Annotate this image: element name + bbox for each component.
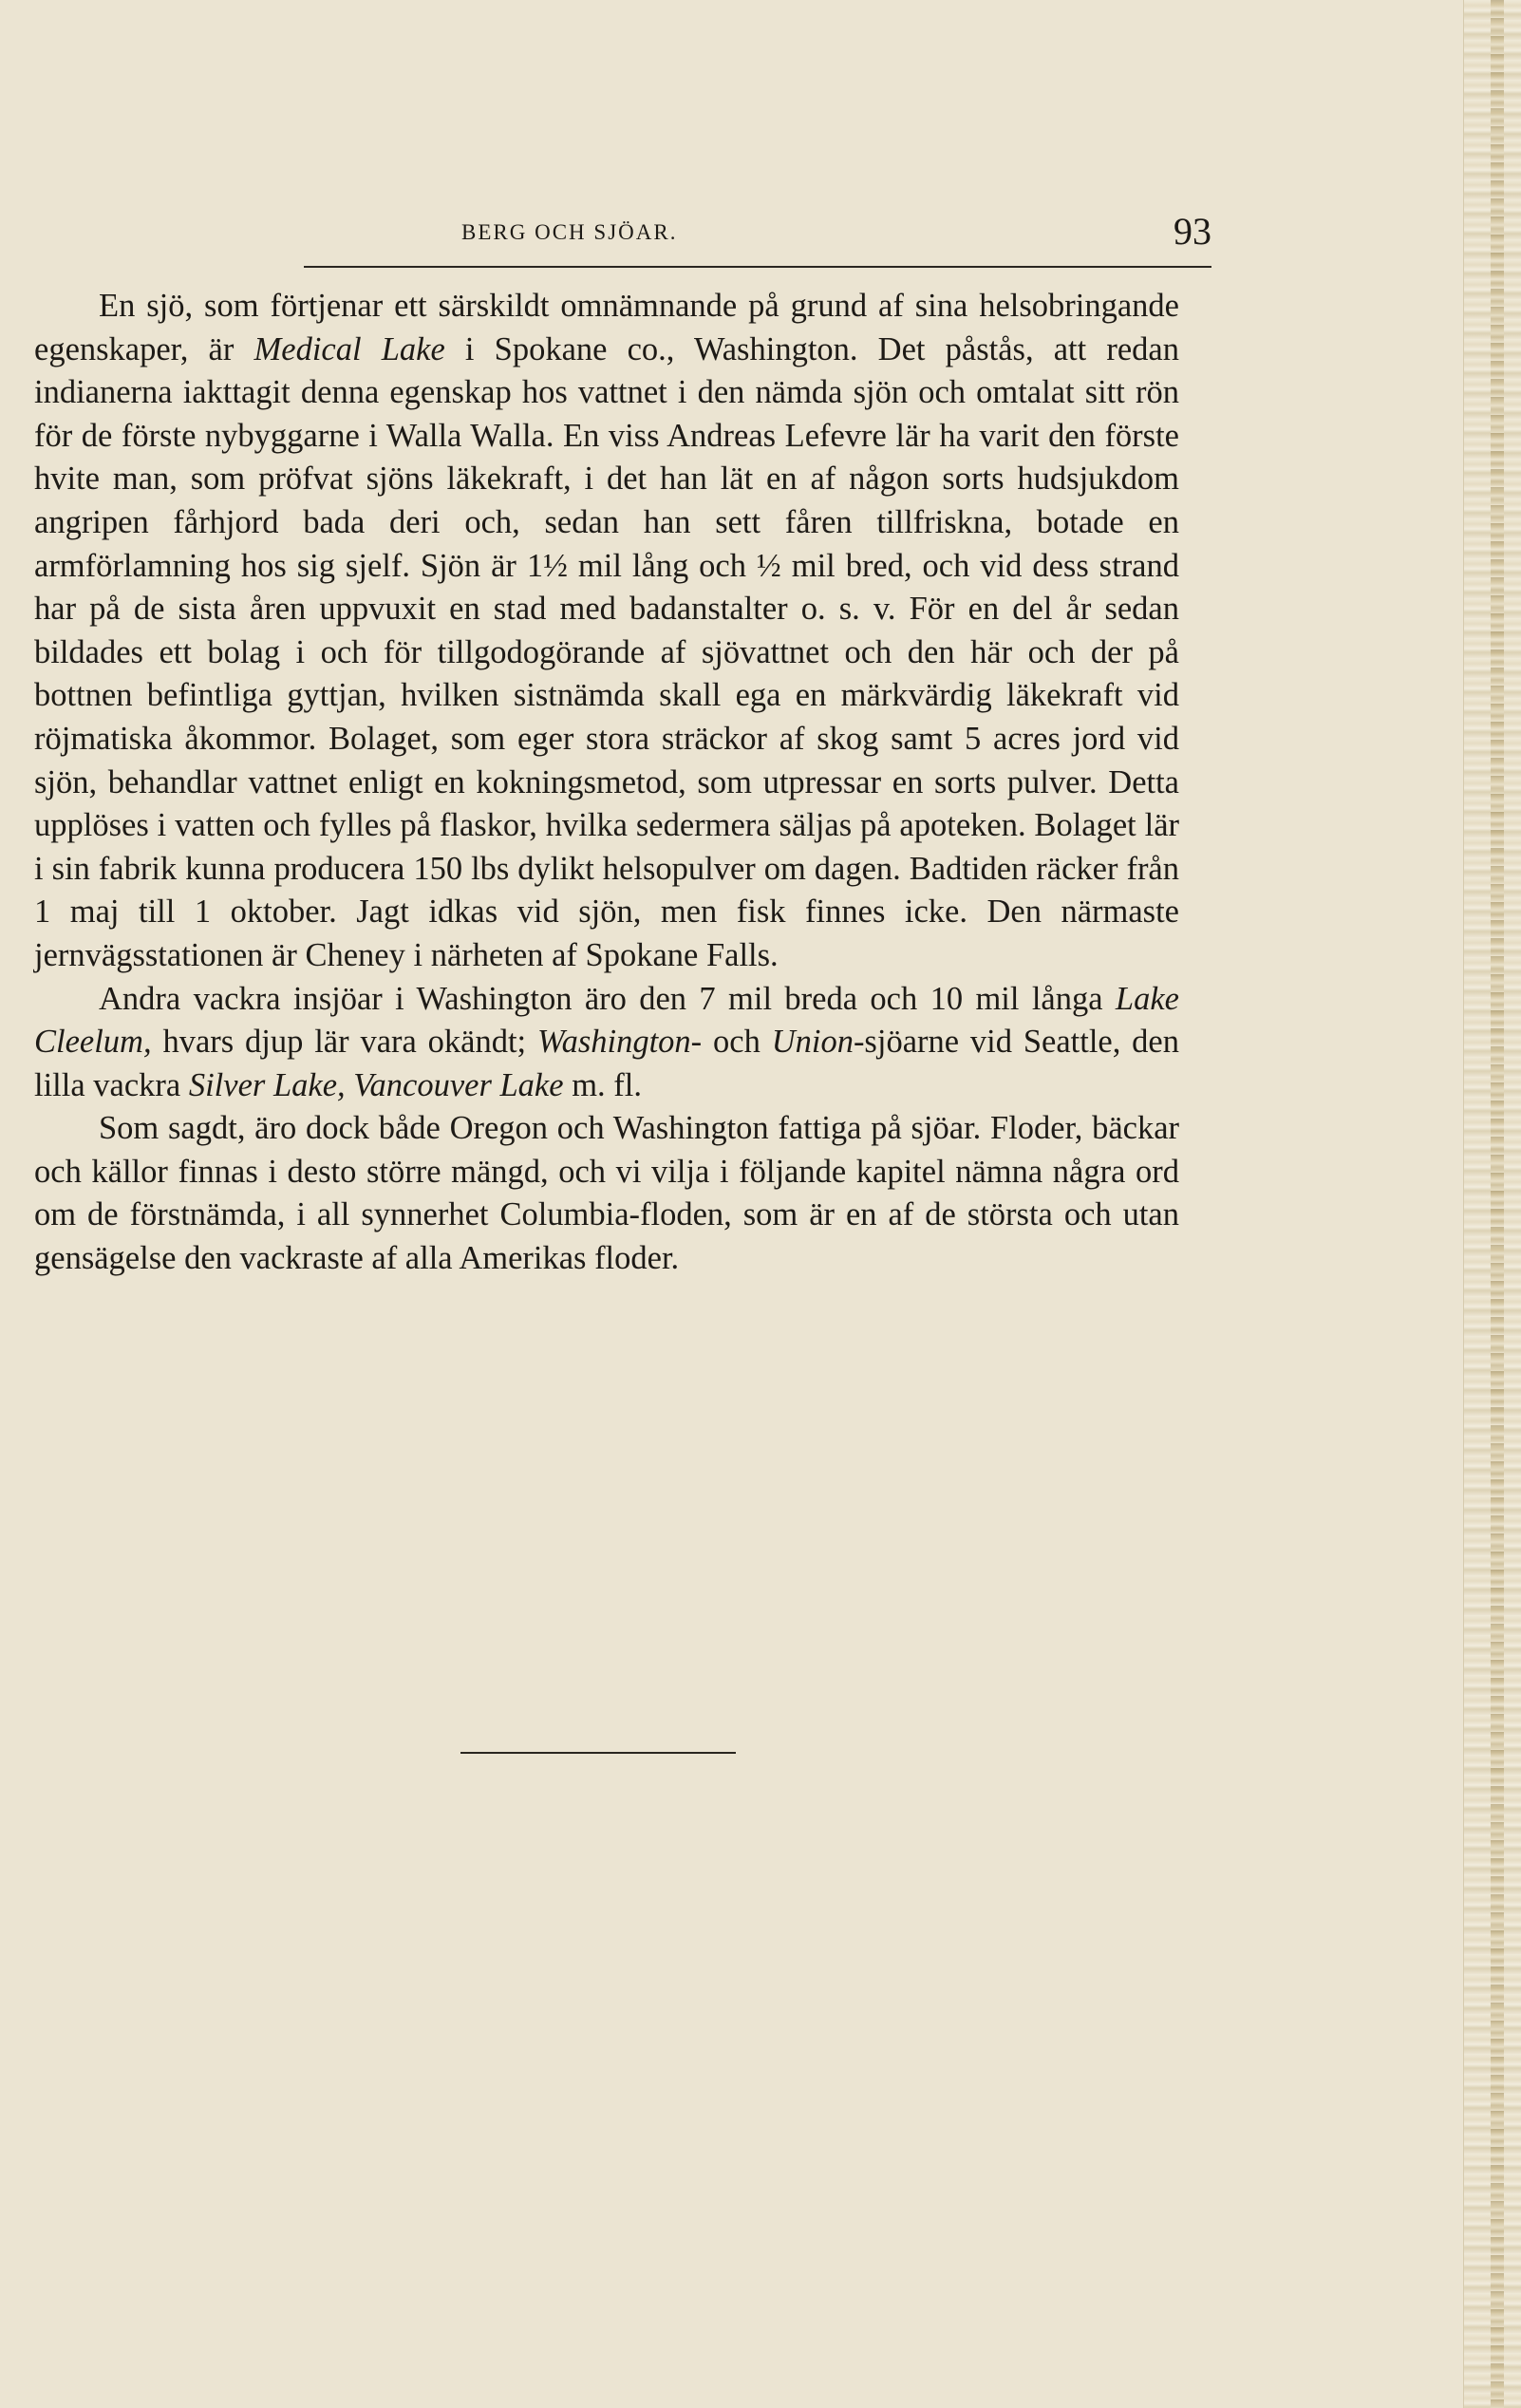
text-segment: Andra vackra insjöar i Washington äro den 7 mil breda och 10 mil långa bbox=[99, 980, 1116, 1017]
text-segment: m. fl. bbox=[563, 1066, 642, 1103]
text-segment: En sjö, som förtjenar ett särskildt omnämnande på grund af sina helsobringande egenskaper, är bbox=[34, 288, 1179, 367]
page-edge bbox=[1463, 0, 1521, 2408]
page-edge-texture bbox=[1491, 0, 1504, 2408]
text-segment: -sjöarne vid Seattle, den lilla vackra bbox=[34, 1024, 1179, 1103]
header-rule bbox=[304, 266, 1211, 268]
end-rule bbox=[460, 1752, 736, 1754]
page-number: 93 bbox=[1174, 210, 1211, 253]
text-segment: hvars djup lär vara okändt; bbox=[151, 1024, 537, 1061]
body-text bbox=[34, 285, 1179, 1281]
paragraph-medical-lake bbox=[34, 285, 1179, 978]
text-segment-italic: Lake Cleelum, bbox=[34, 980, 1179, 1061]
text-segment: Som sagdt, äro dock både Oregon och Washington fattiga på sjöar. Floder, bäckar och källor finnas i desto större mängd, och vi vilja i följande kapitel nämna några ord om de förstnämda, i all synnerhet Columbia-floden, som är en af de största och utan gensägelse den vackraste af alla Amerikas floder. bbox=[34, 1110, 1179, 1277]
text-segment: i Spokane co., Washington. Det påstås, att redan indianerna iakttagit denna egenskap hos vattnet i den nämda sjön och omtalat sitt rön för de förste nybyggarne i Walla Walla. En viss Andreas Lefevre lär ha varit den förste hvite man, som pröfvat sjöns läkekraft, i det han lät en af någon sorts hudsjukdom angripen fårhjord bada deri och, sedan han sett fåren tillfriskna, botade en armförlamning hos sig sjelf. Sjön är 1½ mil lång och ½ mil bred, och vid dess strand har på de sista åren uppvuxit en stad med badanstalter o. s. v. För en del år sedan bildades ett bolag i och för tillgodogörande af sjövattnet och den här och der på bottnen befintliga gyttjan, hvilken sistnämda skall ega en märkvärdig läkekraft vid röjmatiska åkommor. Bolaget, som eger stora sträckor af skog samt 5 acres jord vid sjön, behandlar vattnet enligt en kokningsmetod, som utpressar en sorts pulver. Detta upplöses i vatten och fylles på flaskor, hvilka sedermera säljas på apoteken. Bolaget lär i sin fabrik kunna producera 150 lbs dylikt helsopulver om dagen. Badtiden räcker från 1 maj till 1 oktober. Jagt idkas vid sjön, men fisk finnes icke. Den närmaste jernvägsstationen är Cheney i närheten af Spokane Falls. bbox=[34, 330, 1179, 973]
paragraph-rivers bbox=[34, 1107, 1179, 1280]
text-segment-italic: Washington- bbox=[537, 1024, 703, 1061]
text-segment: och bbox=[702, 1024, 772, 1061]
text-segment-italic: Medical Lake bbox=[254, 330, 445, 367]
paragraph-other-lakes bbox=[34, 978, 1179, 1108]
text-segment-italic: Silver Lake, Vancouver Lake bbox=[188, 1066, 564, 1103]
page-header bbox=[34, 207, 1211, 264]
text-segment-italic: Union bbox=[771, 1024, 854, 1061]
running-title: BERG OCH SJÖAR. bbox=[461, 220, 678, 244]
